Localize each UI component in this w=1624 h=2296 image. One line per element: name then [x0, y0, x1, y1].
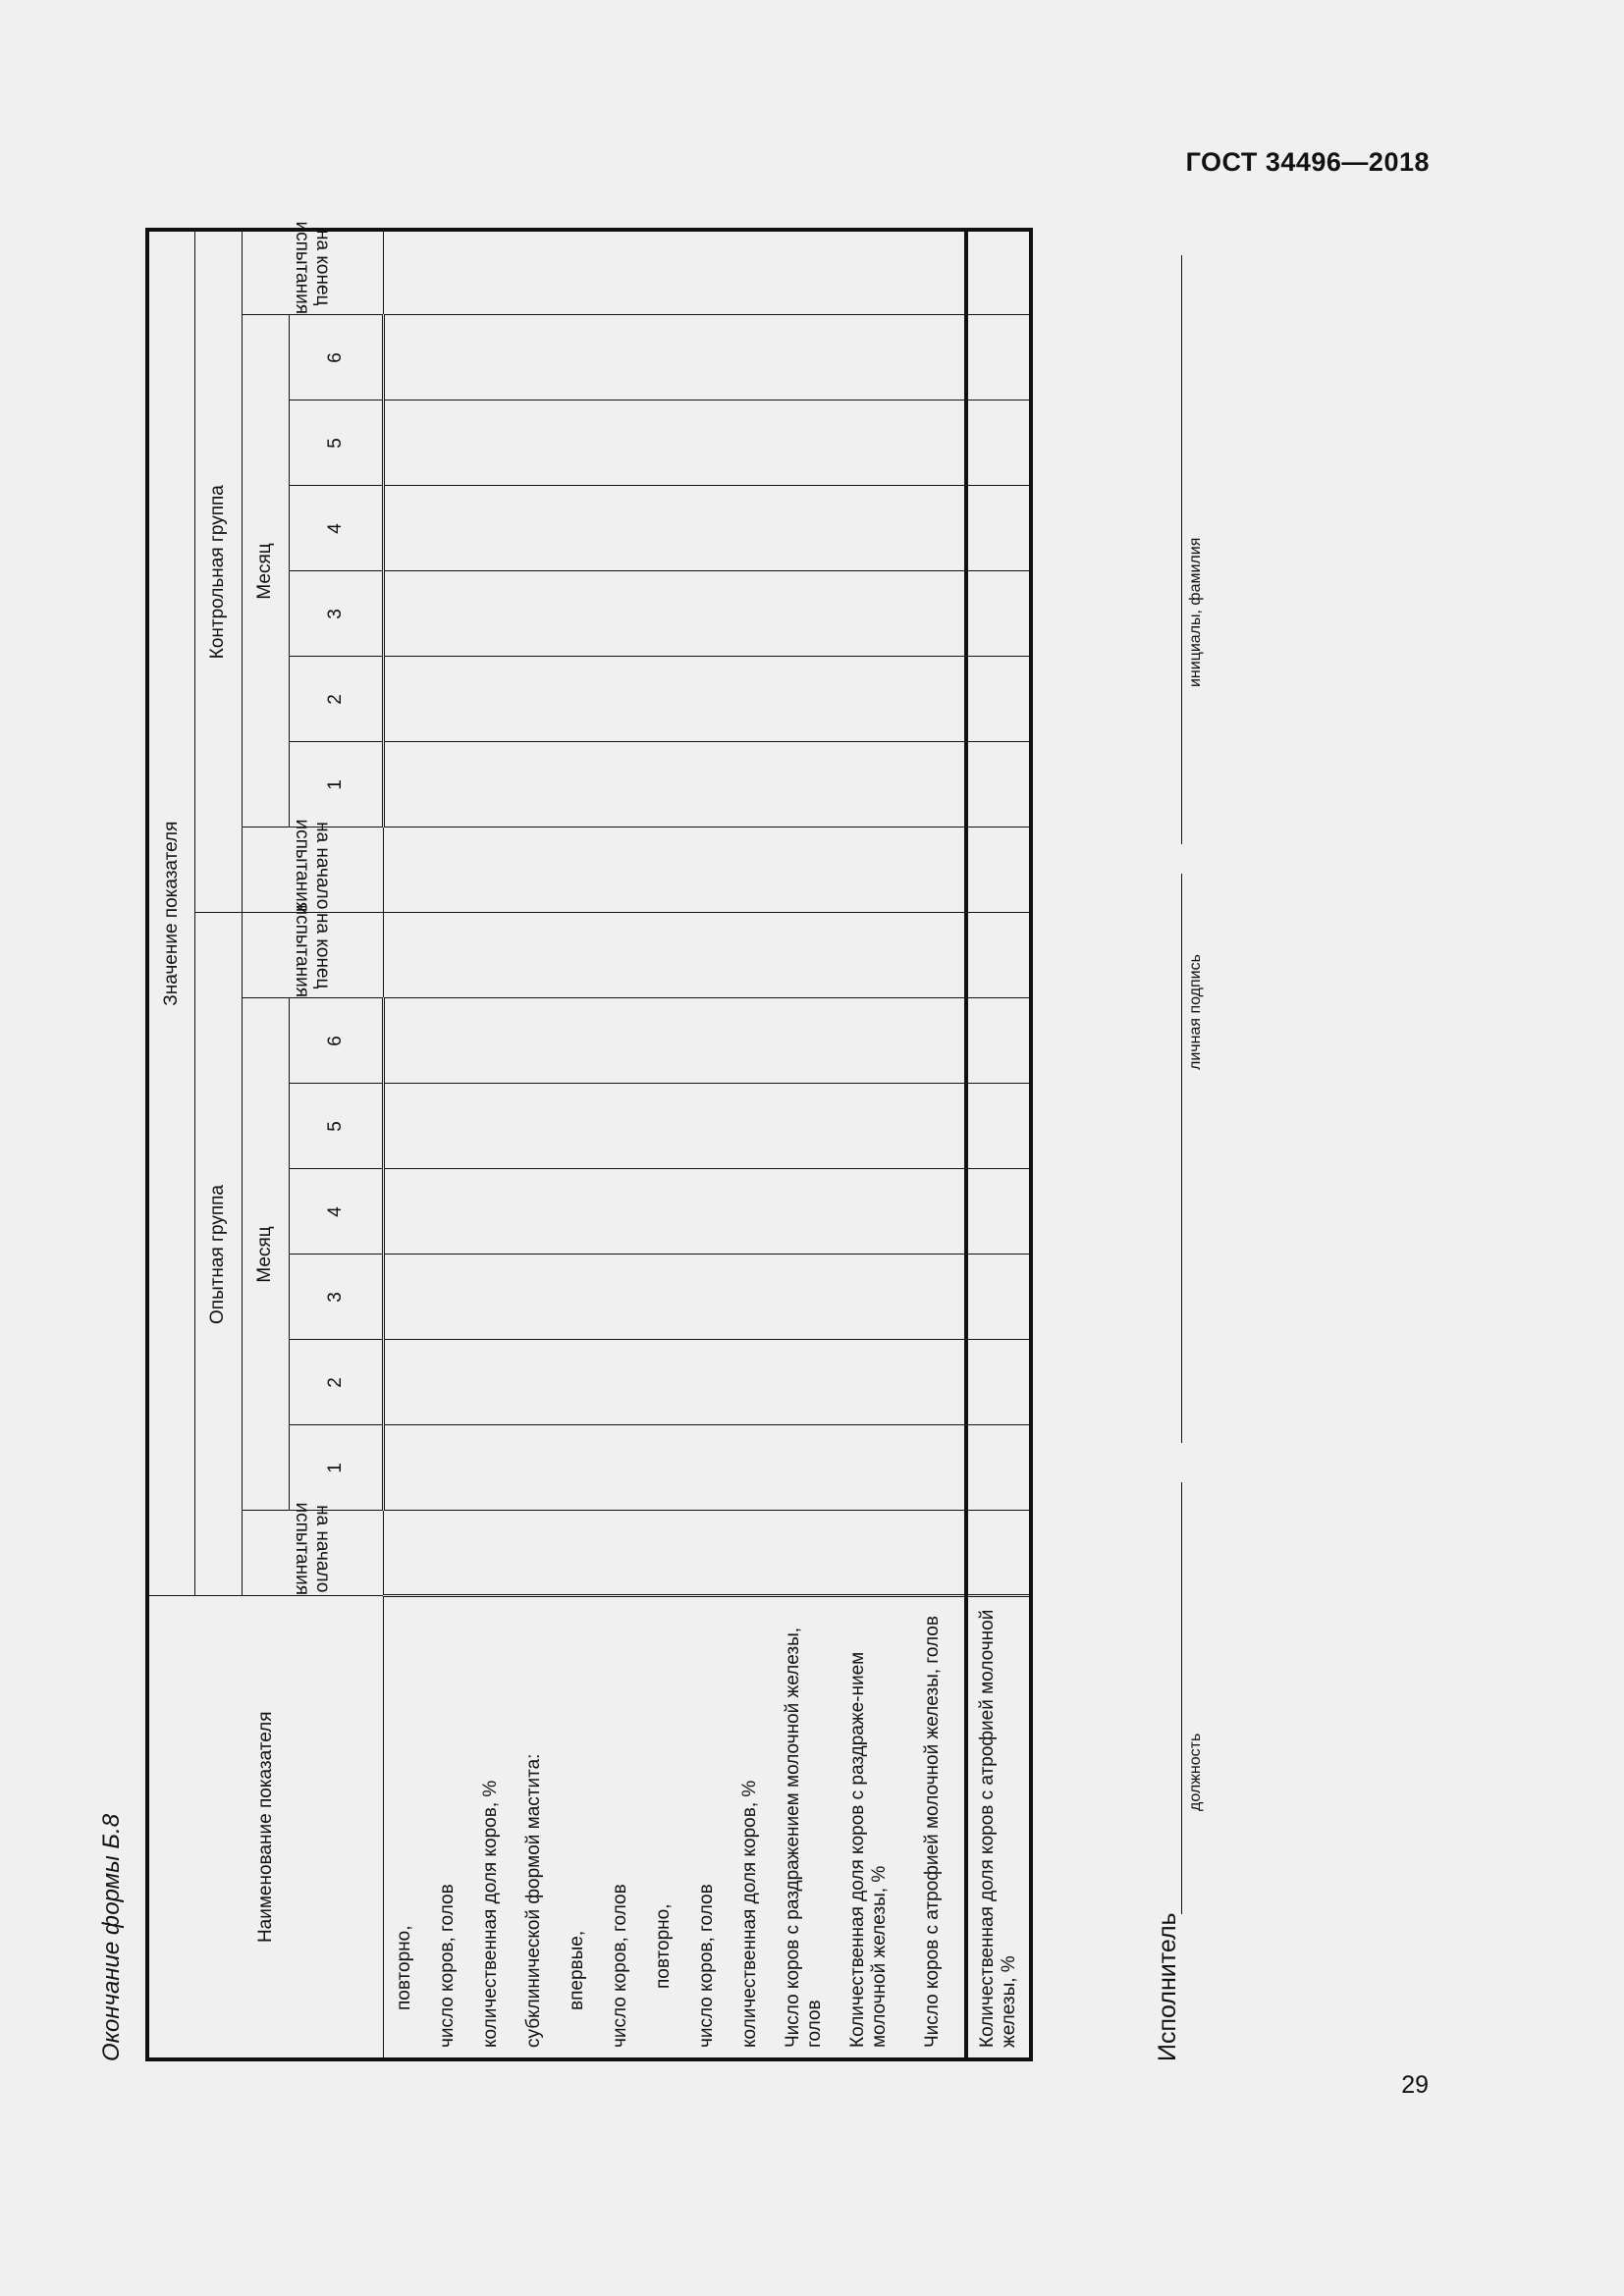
value-cell[interactable]	[469, 400, 513, 486]
value-cell[interactable]	[513, 486, 556, 571]
value-cell[interactable]	[469, 315, 513, 400]
value-cell[interactable]	[383, 1511, 426, 1596]
value-cell[interactable]	[642, 1425, 685, 1511]
value-cell[interactable]	[383, 315, 426, 400]
value-cell[interactable]	[901, 1255, 966, 1340]
value-cell[interactable]	[685, 1340, 729, 1425]
value-cell[interactable]	[513, 742, 556, 828]
value-cell[interactable]	[642, 742, 685, 828]
value-cell[interactable]	[772, 828, 837, 913]
value-cell[interactable]	[556, 742, 599, 828]
value-cell[interactable]	[966, 1425, 1031, 1511]
value-cell[interactable]	[513, 1425, 556, 1511]
value-cell[interactable]	[772, 657, 837, 742]
name-line[interactable]	[1181, 255, 1182, 844]
value-cell[interactable]	[685, 315, 729, 400]
table-row	[837, 230, 901, 2059]
row-label: количественная доля коров, %	[729, 1596, 772, 2059]
value-cell[interactable]	[837, 1255, 901, 1340]
table-row	[426, 230, 469, 2059]
value-cell[interactable]	[426, 1425, 469, 1511]
value-cell[interactable]	[599, 998, 642, 1084]
value-cell[interactable]	[837, 1425, 901, 1511]
row-label: Число коров с раздражением молочной железы, голов	[772, 1596, 837, 2059]
value-cell[interactable]	[556, 315, 599, 400]
value-cell[interactable]	[599, 913, 642, 998]
value-cell[interactable]	[426, 1084, 469, 1169]
value-cell[interactable]	[513, 913, 556, 998]
value-cell[interactable]	[599, 571, 642, 657]
ctl-month-3: 3	[289, 571, 383, 657]
table-body	[383, 230, 1031, 2059]
value-cell[interactable]	[837, 1084, 901, 1169]
group-control-header: Контрольная группа	[194, 230, 242, 913]
table-row	[642, 230, 685, 2059]
value-cell[interactable]	[599, 486, 642, 571]
value-cell[interactable]	[772, 1169, 837, 1255]
value-cell[interactable]	[685, 742, 729, 828]
value-cell[interactable]	[901, 657, 966, 742]
value-cell[interactable]	[426, 1340, 469, 1425]
value-cell[interactable]	[599, 742, 642, 828]
value-cell[interactable]	[729, 828, 772, 913]
row-label: повторно,	[642, 1596, 685, 2059]
value-cell[interactable]	[556, 828, 599, 913]
value-cell[interactable]	[901, 1169, 966, 1255]
exp-month-2: 2	[289, 1340, 383, 1425]
value-cell[interactable]	[642, 230, 685, 315]
value-cell[interactable]	[513, 400, 556, 486]
value-cell[interactable]	[469, 742, 513, 828]
group-experimental-header: Опытная группа	[194, 913, 242, 1596]
table-row	[729, 230, 772, 2059]
value-cell[interactable]	[599, 230, 642, 315]
position-line[interactable]	[1181, 1482, 1182, 1914]
value-cell[interactable]	[901, 315, 966, 400]
value-cell[interactable]	[383, 230, 426, 315]
exp-month-3: 3	[289, 1255, 383, 1340]
name-hint: инициалы, фамилия	[1187, 537, 1204, 687]
value-cell[interactable]	[966, 400, 1031, 486]
value-cell[interactable]	[837, 230, 901, 315]
table-row	[513, 230, 556, 2059]
value-cell[interactable]	[685, 1425, 729, 1511]
page-number: 29	[1401, 2071, 1429, 2099]
value-cell[interactable]	[383, 998, 426, 1084]
ctl-start-header: на начало испытания	[242, 828, 383, 913]
exp-month-header: Месяц	[242, 998, 289, 1511]
value-cell[interactable]	[599, 1169, 642, 1255]
value-cell[interactable]	[685, 1169, 729, 1255]
value-cell[interactable]	[901, 400, 966, 486]
row-label: повторно,	[383, 1596, 426, 2059]
value-cell[interactable]	[383, 828, 426, 913]
value-cell[interactable]	[426, 828, 469, 913]
value-cell[interactable]	[966, 1084, 1031, 1169]
ctl-month-1: 1	[289, 742, 383, 828]
value-cell[interactable]	[556, 1255, 599, 1340]
value-cell[interactable]	[685, 486, 729, 571]
value-cell[interactable]	[469, 1255, 513, 1340]
row-label: впервые,	[556, 1596, 599, 2059]
value-cell[interactable]	[729, 400, 772, 486]
value-cell[interactable]	[901, 828, 966, 913]
value-cell[interactable]	[599, 1084, 642, 1169]
value-cell[interactable]	[426, 400, 469, 486]
row-label: число коров, голов	[426, 1596, 469, 2059]
value-cell[interactable]	[966, 828, 1031, 913]
row-label: Количественная доля коров с раздраже-нием молочной железы, %	[837, 1596, 901, 2059]
value-cell[interactable]	[685, 1511, 729, 1596]
value-cell[interactable]	[685, 828, 729, 913]
value-cell[interactable]	[556, 1340, 599, 1425]
value-cell[interactable]	[685, 657, 729, 742]
value-cell[interactable]	[469, 1169, 513, 1255]
value-cell[interactable]	[642, 657, 685, 742]
value-cell[interactable]	[556, 998, 599, 1084]
value-cell[interactable]	[729, 315, 772, 400]
value-cell[interactable]	[837, 913, 901, 998]
value-cell[interactable]	[685, 1255, 729, 1340]
value-cell[interactable]	[837, 1340, 901, 1425]
value-cell[interactable]	[469, 913, 513, 998]
value-cell[interactable]	[901, 998, 966, 1084]
value-cell[interactable]	[513, 1255, 556, 1340]
value-cell[interactable]	[513, 1340, 556, 1425]
value-cell[interactable]	[901, 571, 966, 657]
exp-month-6: 6	[289, 998, 383, 1084]
value-cell[interactable]	[772, 913, 837, 998]
value-cell[interactable]	[901, 1340, 966, 1425]
value-cell[interactable]	[556, 1169, 599, 1255]
value-cell[interactable]	[772, 1425, 837, 1511]
row-label: Количественная доля коров с атрофией молочной железы, %	[966, 1596, 1031, 2059]
value-cell[interactable]	[599, 828, 642, 913]
value-cell[interactable]	[642, 913, 685, 998]
value-cell[interactable]	[513, 1084, 556, 1169]
value-cell[interactable]	[685, 998, 729, 1084]
row-label: субклинической формой мастита:	[513, 1596, 556, 2059]
value-cell[interactable]	[513, 828, 556, 913]
value-cell[interactable]	[426, 998, 469, 1084]
value-cell[interactable]	[469, 1511, 513, 1596]
value-cell[interactable]	[599, 315, 642, 400]
value-cell[interactable]	[685, 400, 729, 486]
value-cell[interactable]	[642, 315, 685, 400]
value-cell[interactable]	[426, 742, 469, 828]
value-cell[interactable]	[426, 486, 469, 571]
value-cell[interactable]	[383, 742, 426, 828]
table-row	[772, 230, 837, 2059]
row-label: количественная доля коров, %	[469, 1596, 513, 2059]
value-cell[interactable]	[599, 657, 642, 742]
value-cell[interactable]	[729, 1169, 772, 1255]
ctl-month-5: 5	[289, 400, 383, 486]
value-cell[interactable]	[513, 571, 556, 657]
value-cell[interactable]	[513, 230, 556, 315]
value-cell[interactable]	[469, 1425, 513, 1511]
value-cell[interactable]	[642, 571, 685, 657]
value-cell[interactable]	[772, 1340, 837, 1425]
value-cell[interactable]	[556, 571, 599, 657]
table-row	[556, 230, 599, 2059]
value-cell[interactable]	[685, 230, 729, 315]
value-cell[interactable]	[772, 230, 837, 315]
value-cell[interactable]	[966, 1340, 1031, 1425]
value-cell[interactable]	[642, 400, 685, 486]
table-row	[383, 230, 426, 2059]
value-cell[interactable]	[469, 486, 513, 571]
value-cell[interactable]	[966, 1511, 1031, 1596]
value-cell[interactable]	[729, 742, 772, 828]
value-cell[interactable]	[901, 913, 966, 998]
value-cell[interactable]	[685, 571, 729, 657]
value-cell[interactable]	[772, 315, 837, 400]
value-cell[interactable]	[685, 1084, 729, 1169]
value-cell[interactable]	[966, 486, 1031, 571]
value-cell[interactable]	[772, 571, 837, 657]
value-cell[interactable]	[642, 1255, 685, 1340]
value-cell[interactable]	[966, 998, 1031, 1084]
value-cell[interactable]	[599, 1425, 642, 1511]
value-cell[interactable]	[837, 486, 901, 571]
exp-month-5: 5	[289, 1084, 383, 1169]
value-cell[interactable]	[837, 1169, 901, 1255]
value-cell[interactable]	[837, 400, 901, 486]
value-cell[interactable]	[729, 1255, 772, 1340]
value-cell[interactable]	[729, 1084, 772, 1169]
value-cell[interactable]	[837, 998, 901, 1084]
value-cell[interactable]	[556, 230, 599, 315]
value-header: Значение показателя	[147, 230, 194, 1596]
value-cell[interactable]	[837, 742, 901, 828]
exp-month-4: 4	[289, 1169, 383, 1255]
value-cell[interactable]	[513, 315, 556, 400]
value-cell[interactable]	[729, 657, 772, 742]
value-cell[interactable]	[513, 1511, 556, 1596]
value-cell[interactable]	[469, 230, 513, 315]
value-cell[interactable]	[426, 657, 469, 742]
form-table	[145, 221, 1033, 2061]
value-cell[interactable]	[469, 998, 513, 1084]
signature-line[interactable]	[1181, 874, 1182, 1443]
value-cell[interactable]	[642, 1511, 685, 1596]
table-row	[901, 230, 966, 2059]
exp-month-1: 1	[289, 1425, 383, 1511]
value-cell[interactable]	[729, 913, 772, 998]
value-cell[interactable]	[383, 913, 426, 998]
value-cell[interactable]	[556, 1084, 599, 1169]
value-cell[interactable]	[426, 315, 469, 400]
value-cell[interactable]	[513, 1169, 556, 1255]
value-cell[interactable]	[966, 571, 1031, 657]
value-cell[interactable]	[966, 1255, 1031, 1340]
value-cell[interactable]	[729, 571, 772, 657]
ctl-month-6: 6	[289, 315, 383, 400]
value-cell[interactable]	[966, 230, 1031, 315]
value-cell[interactable]	[772, 400, 837, 486]
value-cell[interactable]	[599, 1511, 642, 1596]
value-cell[interactable]	[901, 486, 966, 571]
value-cell[interactable]	[426, 1169, 469, 1255]
value-cell[interactable]	[901, 1511, 966, 1596]
value-cell[interactable]	[469, 1084, 513, 1169]
value-cell[interactable]	[901, 230, 966, 315]
value-cell[interactable]	[383, 1084, 426, 1169]
value-cell[interactable]	[729, 1511, 772, 1596]
value-cell[interactable]	[772, 486, 837, 571]
value-cell[interactable]	[642, 828, 685, 913]
value-cell[interactable]	[772, 1084, 837, 1169]
value-cell[interactable]	[599, 400, 642, 486]
value-cell[interactable]	[772, 1255, 837, 1340]
value-cell[interactable]	[556, 486, 599, 571]
value-cell[interactable]	[426, 230, 469, 315]
standard-number: ГОСТ 34496—2018	[1185, 147, 1430, 177]
value-cell[interactable]	[729, 486, 772, 571]
ctl-end-header: на конец испытания	[242, 230, 383, 315]
value-cell[interactable]	[383, 1425, 426, 1511]
form-caption: Окончание формы Б.8	[98, 1813, 125, 2061]
value-cell[interactable]	[642, 486, 685, 571]
position-hint: должность	[1187, 1733, 1204, 1811]
value-cell[interactable]	[556, 1425, 599, 1511]
value-cell[interactable]	[469, 828, 513, 913]
value-cell[interactable]	[383, 1255, 426, 1340]
value-cell[interactable]	[901, 1084, 966, 1169]
exp-start-header: на начало испытания	[242, 1511, 383, 1596]
value-cell[interactable]	[383, 486, 426, 571]
ctl-month-2: 2	[289, 657, 383, 742]
value-cell[interactable]	[837, 828, 901, 913]
value-cell[interactable]	[642, 998, 685, 1084]
row-label: число коров, голов	[599, 1596, 642, 2059]
value-cell[interactable]	[901, 1425, 966, 1511]
value-cell[interactable]	[556, 913, 599, 998]
value-cell[interactable]	[383, 657, 426, 742]
row-label: Число коров с атрофией молочной железы, голов	[901, 1596, 966, 2059]
table-row	[966, 230, 1031, 2059]
value-cell[interactable]	[426, 1511, 469, 1596]
value-cell[interactable]	[383, 571, 426, 657]
row-label: число коров, голов	[685, 1596, 729, 2059]
value-cell[interactable]	[599, 1255, 642, 1340]
value-cell[interactable]	[556, 1511, 599, 1596]
value-cell[interactable]	[599, 1340, 642, 1425]
value-cell[interactable]	[772, 742, 837, 828]
value-cell[interactable]	[966, 913, 1031, 998]
value-cell[interactable]	[966, 1169, 1031, 1255]
value-cell[interactable]	[837, 1511, 901, 1596]
value-cell[interactable]	[837, 571, 901, 657]
value-cell[interactable]	[556, 400, 599, 486]
ctl-month-header: Месяц	[242, 315, 289, 828]
value-cell[interactable]	[685, 913, 729, 998]
value-cell[interactable]	[837, 315, 901, 400]
executor-label: Исполнитель	[1154, 1912, 1181, 2061]
signature-hint: личная подпись	[1187, 954, 1204, 1070]
value-cell[interactable]	[383, 400, 426, 486]
name-header: Наименование показателя	[147, 1596, 383, 2059]
value-cell[interactable]	[729, 1340, 772, 1425]
exp-end-header: на конец испытания	[242, 913, 383, 998]
value-cell[interactable]	[642, 1340, 685, 1425]
table-row	[599, 230, 642, 2059]
value-cell[interactable]	[513, 657, 556, 742]
value-cell[interactable]	[729, 1425, 772, 1511]
value-cell[interactable]	[426, 571, 469, 657]
value-cell[interactable]	[426, 1255, 469, 1340]
signature-block	[1114, 236, 1213, 2061]
table-row	[685, 230, 729, 2059]
value-cell[interactable]	[469, 657, 513, 742]
value-cell[interactable]	[966, 657, 1031, 742]
value-cell[interactable]	[642, 1084, 685, 1169]
value-cell[interactable]	[383, 1340, 426, 1425]
value-cell[interactable]	[966, 315, 1031, 400]
value-cell[interactable]	[383, 1169, 426, 1255]
value-cell[interactable]	[426, 913, 469, 998]
value-cell[interactable]	[642, 1169, 685, 1255]
rotated-form	[98, 216, 1227, 2061]
value-cell[interactable]	[966, 742, 1031, 828]
value-cell[interactable]	[556, 657, 599, 742]
ctl-month-4: 4	[289, 486, 383, 571]
value-cell[interactable]	[729, 230, 772, 315]
value-cell[interactable]	[837, 657, 901, 742]
value-cell[interactable]	[772, 998, 837, 1084]
value-cell[interactable]	[469, 1340, 513, 1425]
value-cell[interactable]	[772, 1511, 837, 1596]
value-cell[interactable]	[469, 571, 513, 657]
value-cell[interactable]	[901, 742, 966, 828]
value-cell[interactable]	[729, 998, 772, 1084]
value-cell[interactable]	[513, 998, 556, 1084]
table-row	[469, 230, 513, 2059]
